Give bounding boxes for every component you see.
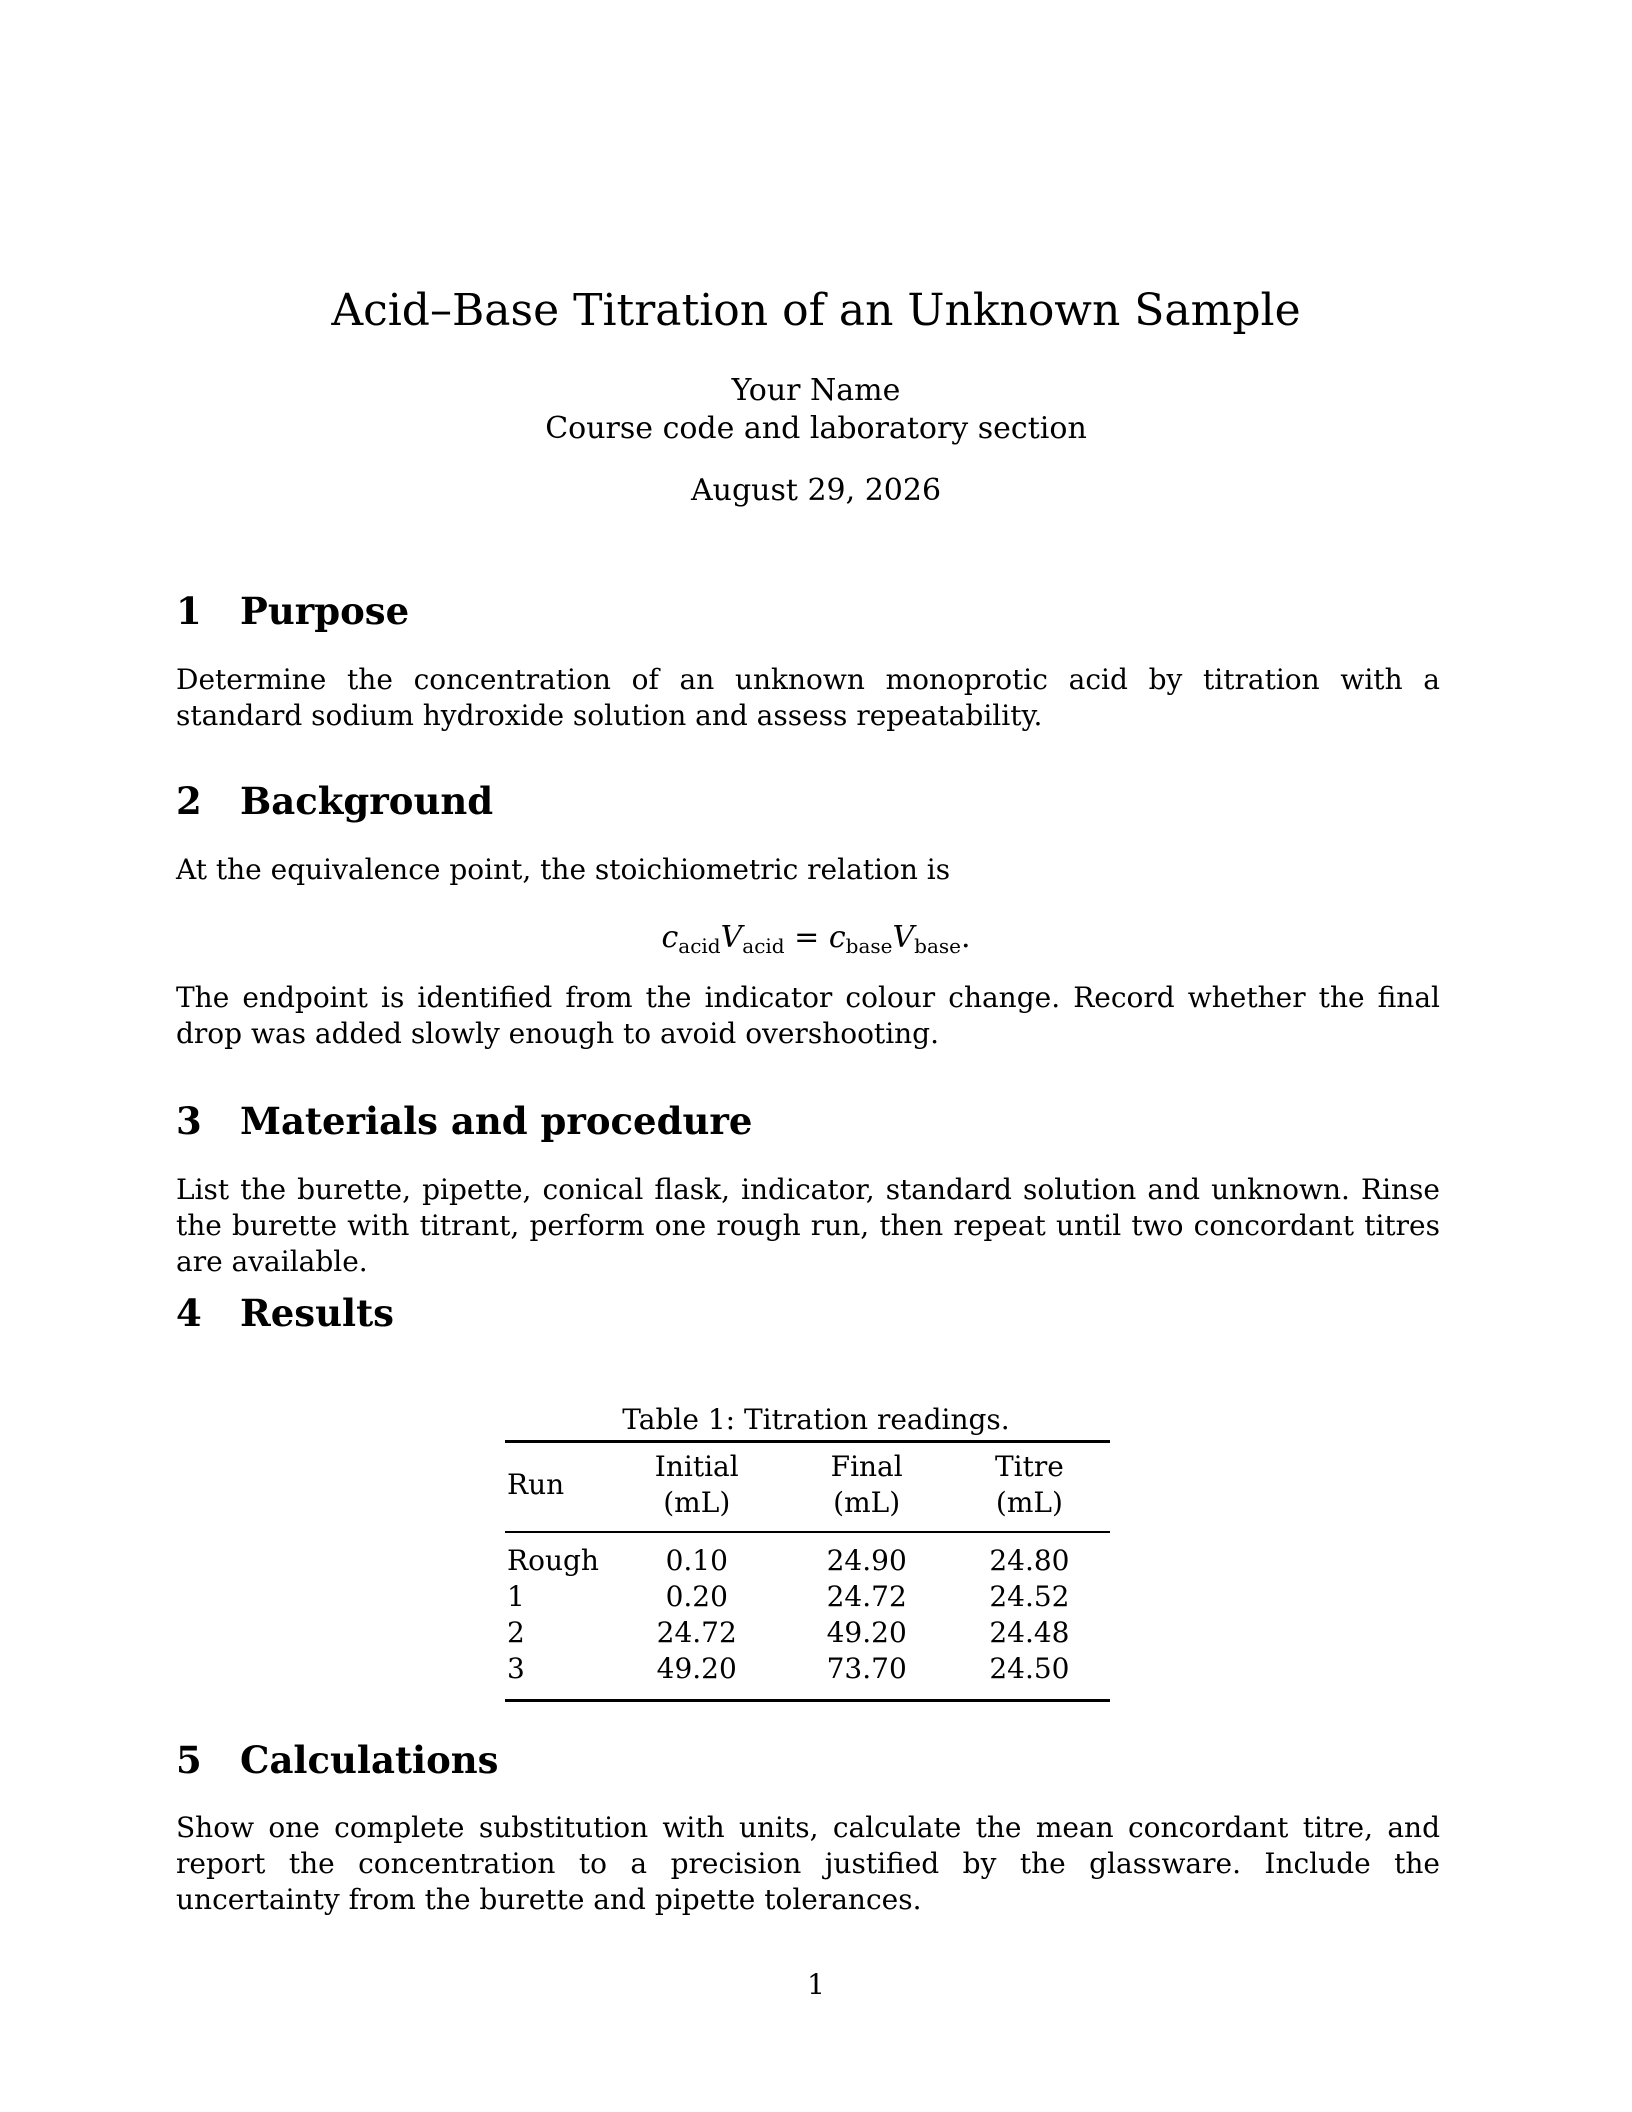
section-number: 5 [176,1738,202,1782]
background-after-paragraph: The endpoint is identified from the indicator colour change. Record whether the final drop was added slowly enough to avoid overshooting. [176,981,1440,1050]
page-number: 1 [807,1968,825,2001]
section-number: 2 [176,779,202,823]
table-caption: Table 1: Titration readings. [622,1403,1010,1436]
table-row [505,1651,1110,1701]
table-cell: 24.72 [656,1616,737,1649]
table-cell: 24.48 [989,1616,1070,1649]
table-row [505,1532,1110,1579]
table-cell: 2 [507,1616,525,1649]
section-heading-materials [176,1098,752,1144]
column-header: Final (mL) [830,1450,903,1519]
section-heading-results [176,1290,394,1336]
titration-table [505,1440,1110,1702]
materials-paragraph: List the burette, pipette, conical flask, indicator, standard solution and unknown. Rinse the burette with titrant, perform one rough run, then repeat until two concordant titres are available. [176,1173,1440,1278]
author-name: Your Name [731,373,901,408]
table-cell: 24.90 [826,1544,907,1577]
document-date: August 29, 2026 [690,473,942,508]
section-number: 3 [176,1099,202,1143]
table-row [505,1615,1110,1651]
table-cell: 3 [505,1651,609,1701]
section-number: 1 [176,589,202,633]
table-header-row [505,1442,1110,1533]
stoichiometry-equation [0,918,1632,966]
eq-symbol: V [892,920,915,955]
table-cell: 24.52 [989,1580,1070,1613]
section-title: Results [240,1291,394,1335]
table-cell: 0.10 [665,1544,728,1577]
purpose-paragraph: Determine the concentration of an unknown monoprotic acid by titration with a standard sodium hydroxide solution and assess repeatability. [176,663,1440,732]
eq-subscript: acid [678,934,721,958]
table-cell: 24.50 [949,1651,1110,1701]
table-cell: 24.80 [989,1544,1070,1577]
eq-equals: = [794,920,820,955]
eq-symbol: V [720,920,743,955]
calculations-paragraph: Show one complete substitution with units, calculate the mean concordant titre, and report the concentration to a precision justified by the glassware. Include the uncertainty from the burette and pipette tolerances. [176,1811,1440,1916]
section-heading-background [176,778,493,824]
table-row [505,1579,1110,1615]
section-heading-purpose [176,588,409,634]
eq-symbol: c [661,920,679,955]
table-cell: 49.20 [826,1616,907,1649]
eq-subscript: acid [742,934,785,958]
affiliation: Course code and laboratory section [545,411,1087,446]
background-intro-paragraph: At the equivalence point, the stoichiometric relation is [176,853,951,886]
document-title: Acid–Base Titration of an Unknown Sample [331,285,1301,336]
table-cell: 0.20 [665,1580,728,1613]
section-number: 4 [176,1291,202,1335]
section-title: Calculations [240,1738,499,1782]
table-cell: 1 [507,1580,525,1613]
eq-symbol: c [828,920,846,955]
column-header: Run [507,1468,565,1501]
section-heading-calculations [176,1737,499,1783]
table-cell: 73.70 [785,1651,949,1701]
column-header: Titre (mL) [994,1450,1064,1519]
section-title: Materials and procedure [240,1099,753,1143]
table-cell: 24.72 [826,1580,907,1613]
column-header: Initial (mL) [654,1450,739,1519]
eq-subscript: base [914,934,961,958]
eq-period: . [960,920,971,955]
section-title: Purpose [240,589,410,633]
table-cell: 49.20 [609,1651,785,1701]
table-cell: Rough [507,1544,599,1577]
eq-subscript: base [845,934,893,958]
section-title: Background [240,779,494,823]
